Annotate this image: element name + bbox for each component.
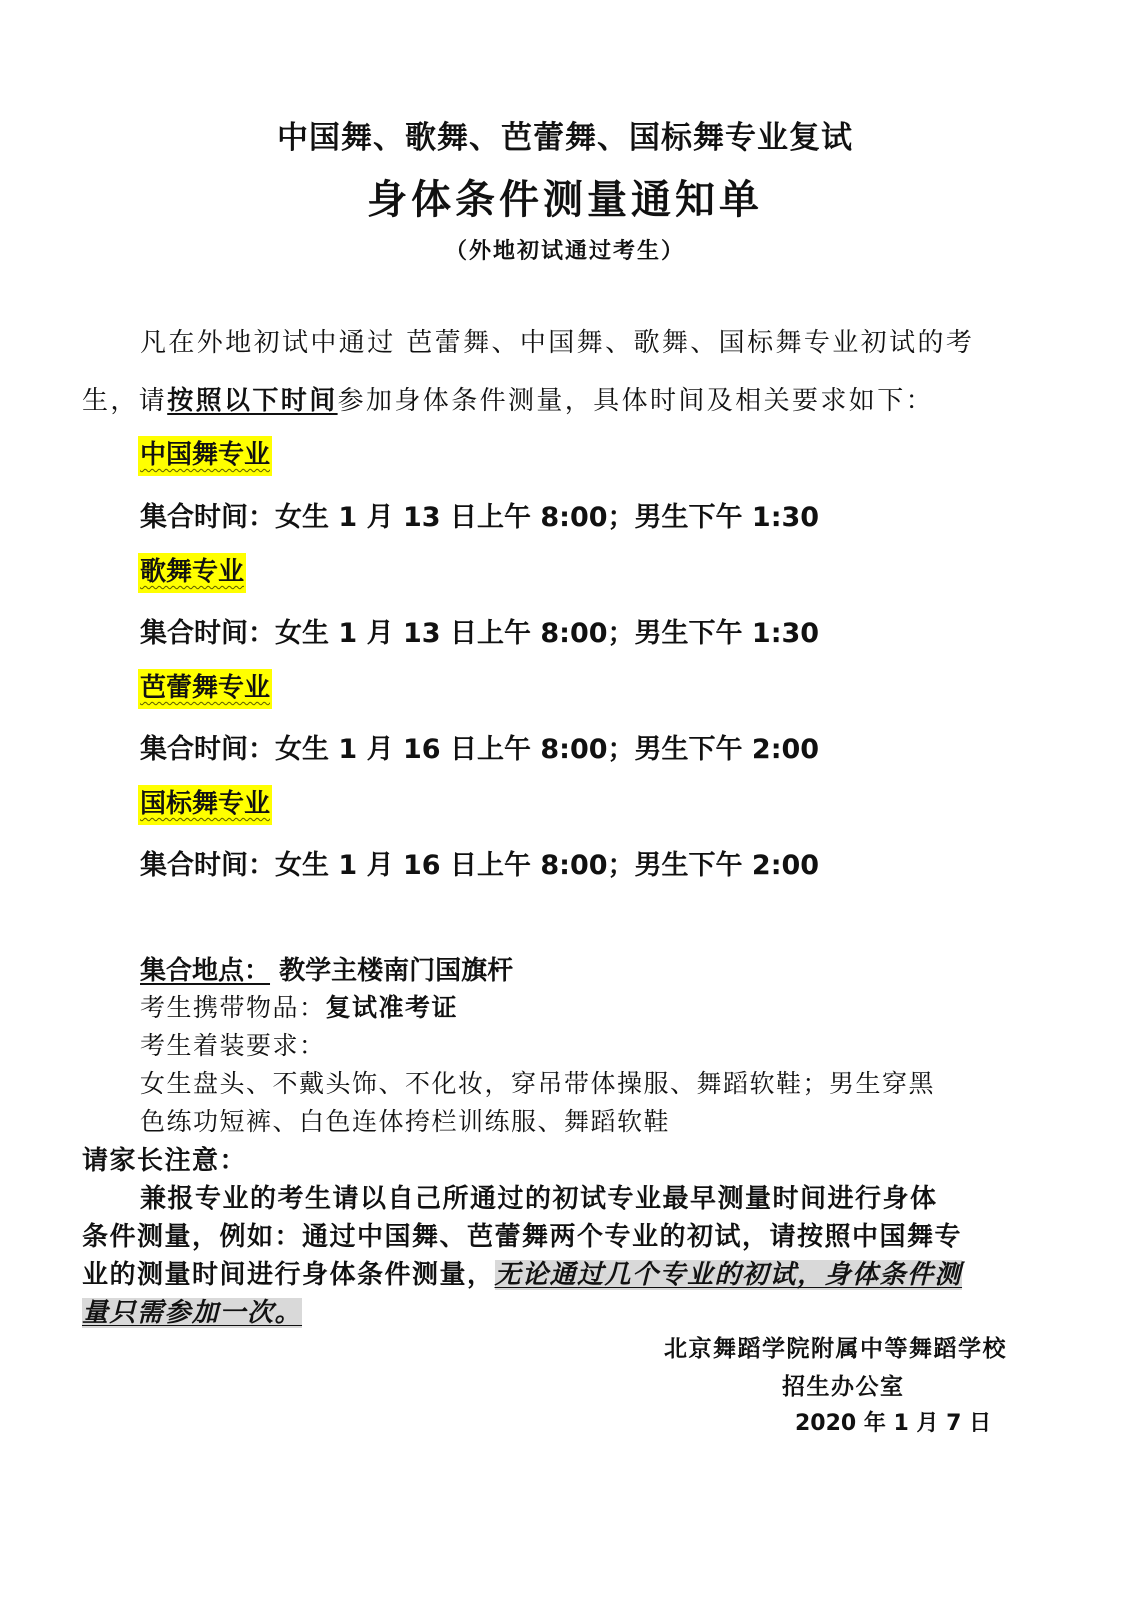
signature-office: 招生办公室 (782, 1373, 905, 1400)
attire-label: 考生着装要求： (140, 1031, 326, 1060)
title-line-1: 中国舞、歌舞、芭蕾舞、国标舞专业复试 (277, 120, 853, 156)
title-line-3: （外地初试通过考生） (444, 238, 685, 264)
assembly-location-value: 教学主楼南门国旗杆 (270, 956, 514, 986)
items-to-bring (140, 988, 458, 1024)
major-time-ballroom: 集合时间：女生 1 月 16 日上午 8:00；男生下午 2:00 (140, 850, 820, 881)
major-heading-chinese-dance: 中国舞专业 (138, 434, 272, 471)
title-line-2: 身体条件测量通知单 (367, 176, 763, 223)
major-heading-song-dance: 歌舞专业 (138, 551, 246, 588)
parent-note-line-2: 条件测量，例如：通过中国舞、芭蕾舞两个专业的初试，请按照中国舞专 (82, 1222, 963, 1252)
intro-line-2-suffix: 参加身体条件测量，具体时间及相关要求如下： (337, 386, 935, 416)
major-time-ballet: 集合时间：女生 1 月 16 日上午 8:00；男生下午 2:00 (140, 734, 820, 765)
parent-note-line-1: 兼报专业的考生请以自己所通过的初试专业最早测量时间进行身体 (140, 1184, 938, 1214)
intro-emphasis: 按照以下时间 (167, 386, 338, 416)
parent-note-heading: 请家长注意： (82, 1146, 248, 1176)
parent-note-emphasis-1: 无论通过几个专业的初试，身体条件测 (494, 1260, 963, 1290)
signature-date: 2020 年 1 月 7 日 (795, 1411, 992, 1436)
signature-school: 北京舞蹈学院附属中等舞蹈学校 (664, 1335, 1007, 1362)
parent-note-emphasis-2: 量只需参加一次。 (82, 1298, 303, 1328)
assembly-location-label: 集合地点： (140, 956, 271, 986)
major-heading-ballet: 芭蕾舞专业 (138, 667, 272, 704)
assembly-location (140, 950, 513, 987)
items-value: 复试准考证 (325, 993, 459, 1022)
major-time-song-dance: 集合时间：女生 1 月 13 日上午 8:00；男生下午 1:30 (140, 618, 820, 649)
parent-note-line-3-plain: 业的测量时间进行身体条件测量， (82, 1260, 495, 1290)
parent-note-line-4 (82, 1292, 302, 1329)
intro-line-2-prefix: 生，请 (82, 386, 168, 416)
attire-line-2: 色练功短裤、白色连体挎栏训练服、舞蹈软鞋 (140, 1107, 671, 1136)
major-time-chinese-dance: 集合时间：女生 1 月 13 日上午 8:00；男生下午 1:30 (140, 502, 820, 533)
items-label: 考生携带物品： (140, 993, 326, 1022)
major-heading-ballroom: 国标舞专业 (138, 783, 272, 820)
attire-line-1: 女生盘头、不戴头饰、不化妆，穿吊带体操服、舞蹈软鞋；男生穿黑 (140, 1069, 936, 1098)
intro-line-1: 凡在外地初试中通过 芭蕾舞、中国舞、歌舞、国标舞专业初试的考 (140, 328, 975, 358)
parent-note-line-3 (82, 1254, 962, 1291)
intro-line-2 (82, 380, 934, 417)
